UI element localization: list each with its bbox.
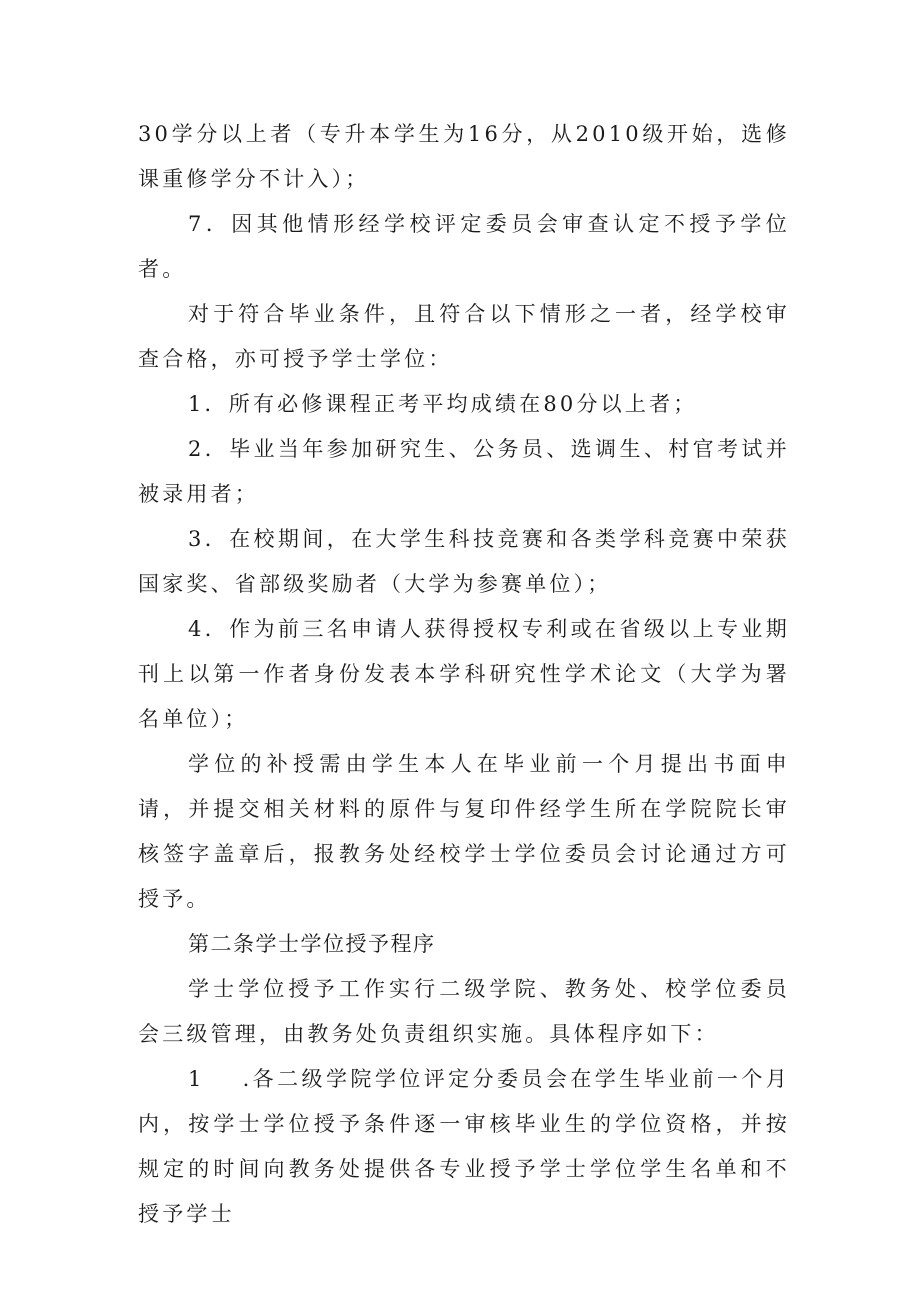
alternative-condition-3: 3．在校期间，在大学生科技竞赛和各类学科竞赛中荣获国家奖、省部级奖励者（大学为参赛单位）；: [138, 527, 790, 596]
continued-paragraph: 30学分以上者（专升本学生为16分，从2010级开始，选修课重修学分不计入）；: [138, 122, 790, 191]
procedure-item-1: [138, 1057, 790, 1237]
alternative-conditions-intro: 对于符合毕业条件，且符合以下情形之一者，经学校审查合格，亦可授予学士学位：: [138, 302, 790, 371]
procedure-intro: 学士学位授予工作实行二级学院、教务处、校学位委员会三级管理，由教务处负责组织实施。具体程序如下：: [138, 977, 790, 1046]
alternative-condition-4: 4．作为前三名申请人获得授权专利或在省级以上专业期刊上以第一作者身份发表本学科研究性学术论文（大学为署名单位）；: [138, 617, 790, 731]
condition-item-7: 7．因其他情形经学校评定委员会审查认定不授予学位者。: [138, 212, 790, 281]
procedure-item-1-text: .各二级学院学位评定分委员会在学生毕业前一个月内，按学士学位授予条件逐一审核毕业生的学位资格，并按规定的时间向教务处提供各专业授予学士学位学生名单和不授予学士: [138, 1067, 790, 1226]
document-page: [138, 112, 790, 1237]
section-heading: 第二条学士学位授予程序: [188, 932, 436, 956]
alternative-condition-1: 1．所有必修课程正考平均成绩在80分以上者；: [188, 392, 698, 416]
alternative-condition-2: 2．毕业当年参加研究生、公务员、选调生、村官考试并被录用者；: [138, 437, 790, 506]
supplementary-award-paragraph: 学位的补授需由学生本人在毕业前一个月提出书面申请，并提交相关材料的原件与复印件经学生所在学院院长审核签字盖章后，报教务处经校学士学位委员会讨论通过方可授予。: [138, 752, 790, 911]
procedure-item-1-number: 1: [188, 1067, 205, 1091]
